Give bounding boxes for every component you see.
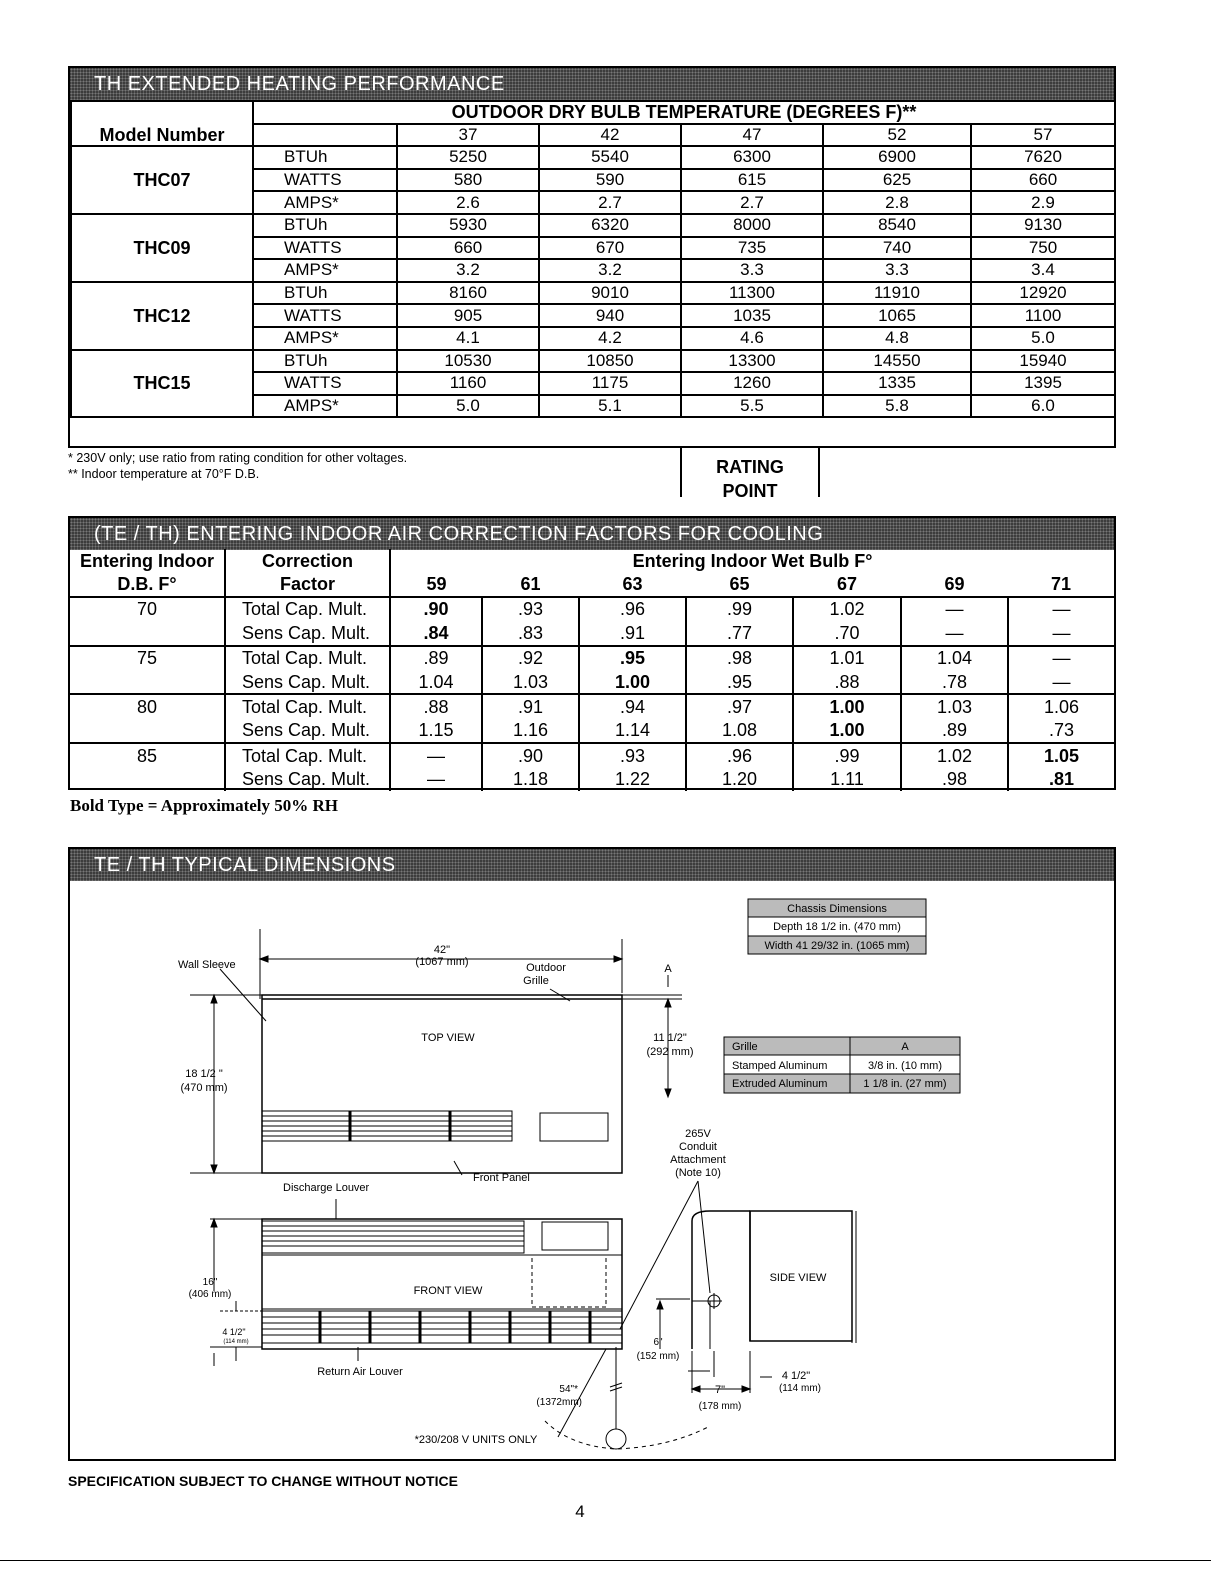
temp-header: 57 (971, 124, 1115, 147)
factor-value: — (901, 621, 1008, 645)
grille-r2c1: Extruded Aluminum (732, 1078, 828, 1090)
value-cell: 5.0 (397, 395, 539, 418)
factor-label: Total Cap. Mult. (225, 694, 390, 718)
cooling-correction-section (68, 516, 1116, 790)
value-cell: 1260 (681, 372, 823, 395)
factor-value: 1.02 (793, 597, 901, 621)
factor-value: .92 (482, 646, 579, 670)
value-cell: 6320 (539, 214, 681, 237)
unit-label: AMPS* (253, 327, 397, 350)
d11-mm: (292 mm) (646, 1046, 694, 1058)
factor-value: .89 (901, 719, 1008, 743)
heating-performance-table (70, 100, 1116, 418)
factor-value: 1.00 (793, 694, 901, 718)
unit-label: BTUh (253, 214, 397, 237)
value-cell: 5.8 (823, 395, 971, 418)
heating-section-title: TH EXTENDED HEATING PERFORMANCE (70, 68, 1114, 100)
wet-bulb-col-header: 71 (1050, 574, 1072, 595)
factor-header-1: Correction (225, 549, 390, 572)
table-row (70, 768, 1114, 791)
wet-bulb-col-header: 69 (944, 574, 965, 595)
h16-in: 16" (202, 1277, 218, 1288)
h4-mm: (114 mm) (223, 1339, 249, 1345)
unit-header-blank (253, 124, 397, 147)
value-cell: 1160 (397, 372, 539, 395)
unit-label: AMPS* (253, 259, 397, 282)
value-cell: 5540 (539, 146, 681, 169)
value-cell: 9010 (539, 282, 681, 305)
value-cell: 1035 (681, 304, 823, 327)
factor-value: 1.18 (482, 768, 579, 791)
db-value: 70 (70, 597, 225, 621)
factor-value: 1.04 (901, 646, 1008, 670)
table-row (70, 621, 1114, 645)
unit-label: BTUh (253, 146, 397, 169)
factor-value: 1.05 (1008, 743, 1114, 767)
chassis-depth: Depth 18 1/2 in. (470 mm) (773, 921, 901, 933)
value-cell: 8000 (681, 214, 823, 237)
factor-value: 1.06 (1008, 694, 1114, 718)
outdoor-grille-2: Grille (523, 975, 549, 987)
value-cell: 5250 (397, 146, 539, 169)
cord-in: 54"* (559, 1384, 578, 1395)
value-cell: 660 (971, 169, 1115, 192)
model-number-header: Model Number (71, 101, 253, 146)
note-indoor-temp: ** Indoor temperature at 70°F D.B. (68, 467, 260, 481)
value-cell: 10850 (539, 350, 681, 373)
factor-label: Sens Cap. Mult. (225, 768, 390, 791)
model-name: THC15 (71, 350, 253, 418)
factor-value: .98 (901, 768, 1008, 791)
db-value (70, 768, 225, 791)
value-cell: 10530 (397, 350, 539, 373)
db-value: 80 (70, 694, 225, 718)
factor-value: .88 (390, 694, 482, 718)
value-cell: 4.1 (397, 327, 539, 350)
factor-value: .98 (686, 646, 793, 670)
factor-value: 1.16 (482, 719, 579, 743)
value-cell: 670 (539, 237, 681, 260)
table-row (70, 597, 1114, 621)
factor-value: .93 (482, 597, 579, 621)
grille-r2c2: 1 1/8 in. (27 mm) (863, 1078, 947, 1090)
conduit-label-2: Conduit (679, 1141, 717, 1153)
value-cell: 905 (397, 304, 539, 327)
d6-mm: (152 mm) (636, 1351, 680, 1362)
unit-label: AMPS* (253, 191, 397, 214)
factor-label: Sens Cap. Mult. (225, 719, 390, 743)
outdoor-grille-1: Outdoor (526, 962, 566, 974)
bold-type-note: Bold Type = Approximately 50% RH (70, 796, 339, 815)
front-panel-label: Front Panel (473, 1172, 530, 1184)
db-value: 75 (70, 646, 225, 670)
d7-mm: (178 mm) (698, 1401, 742, 1412)
factor-value: .91 (482, 694, 579, 718)
unit-label: WATTS (253, 372, 397, 395)
value-cell: 2.6 (397, 191, 539, 214)
width-mm: (1067 mm) (415, 956, 469, 968)
value-cell: 3.3 (681, 259, 823, 282)
value-cell: 7620 (971, 146, 1115, 169)
table-row (70, 719, 1114, 743)
value-cell: 5.0 (971, 327, 1115, 350)
value-cell: 4.2 (539, 327, 681, 350)
value-cell: 6900 (823, 146, 971, 169)
value-cell: 660 (397, 237, 539, 260)
factor-value: .88 (793, 670, 901, 694)
value-cell: 625 (823, 169, 971, 192)
factor-value: — (901, 597, 1008, 621)
chassis-dimensions-table (748, 899, 926, 954)
value-cell: 8540 (823, 214, 971, 237)
table-row (70, 694, 1114, 718)
unit-label: AMPS* (253, 395, 397, 418)
db-header-2: D.B. F° (117, 574, 177, 595)
value-cell: 5930 (397, 214, 539, 237)
value-cell: 11910 (823, 282, 971, 305)
d45-mm: (114 mm) (778, 1383, 822, 1394)
model-name: THC07 (71, 146, 253, 214)
factor-value: .99 (686, 597, 793, 621)
factor-value: .91 (579, 621, 686, 645)
factor-value: .78 (901, 670, 1008, 694)
table-row (71, 146, 1115, 169)
front-view-label: FRONT VIEW (413, 1285, 483, 1297)
factor-value: — (390, 768, 482, 791)
value-cell: 9130 (971, 214, 1115, 237)
value-cell: 14550 (823, 350, 971, 373)
factor-value: .99 (793, 743, 901, 767)
d45-in: 4 1/2" (781, 1370, 811, 1382)
heating-performance-section (68, 66, 1116, 448)
value-cell: 735 (681, 237, 823, 260)
factor-value: .95 (686, 670, 793, 694)
factor-value: .90 (390, 597, 482, 621)
value-cell: 3.4 (971, 259, 1115, 282)
unit-label: BTUh (253, 282, 397, 305)
factor-header-2: Factor (225, 572, 390, 596)
value-cell: 2.7 (539, 191, 681, 214)
d11-in: 11 1/2" (653, 1032, 687, 1044)
heating-notes (68, 450, 407, 482)
factor-value: 1.00 (579, 670, 686, 694)
grille-col1: Grille (732, 1041, 758, 1053)
value-cell: 1065 (823, 304, 971, 327)
factor-value: 1.15 (390, 719, 482, 743)
value-cell: 4.8 (823, 327, 971, 350)
value-cell: 5.1 (539, 395, 681, 418)
d6-in: 6" (653, 1337, 663, 1348)
value-cell: 2.7 (681, 191, 823, 214)
value-cell: 3.2 (539, 259, 681, 282)
factor-value: .70 (793, 621, 901, 645)
value-cell: 2.9 (971, 191, 1115, 214)
table-row (71, 350, 1115, 373)
factor-label: Total Cap. Mult. (225, 597, 390, 621)
factor-value: — (1008, 670, 1114, 694)
unit-label: WATTS (253, 237, 397, 260)
factor-value: .97 (686, 694, 793, 718)
factor-value: 1.03 (901, 694, 1008, 718)
factor-value: 1.01 (793, 646, 901, 670)
value-cell: 15940 (971, 350, 1115, 373)
factor-value: .81 (1008, 768, 1114, 791)
grille-r1c1: Stamped Aluminum (732, 1060, 828, 1072)
table-row (70, 670, 1114, 694)
outdoor-temp-header: OUTDOOR DRY BULB TEMPERATURE (DEGREES F)** (253, 101, 1115, 124)
page-bottom-rule (0, 1560, 1211, 1561)
db-value (70, 621, 225, 645)
factor-label: Sens Cap. Mult. (225, 670, 390, 694)
factor-label: Total Cap. Mult. (225, 743, 390, 767)
factor-value: .89 (390, 646, 482, 670)
model-name: THC12 (71, 282, 253, 350)
factor-value: 1.11 (793, 768, 901, 791)
factor-value: 1.14 (579, 719, 686, 743)
units-only-note: *230/208 V UNITS ONLY (414, 1434, 538, 1446)
spec-notice: SPECIFICATION SUBJECT TO CHANGE WITHOUT NOTICE (68, 1473, 458, 1489)
value-cell: 6.0 (971, 395, 1115, 418)
db-header-1: Entering Indoor (80, 550, 214, 571)
factor-value: 1.20 (686, 768, 793, 791)
depth-in: 18 1/2 " (185, 1068, 223, 1080)
rating-point-label: RATING POINT (680, 447, 820, 497)
wet-bulb-col-header: 67 (836, 574, 858, 595)
cooling-section-title: (TE / TH) ENTERING INDOOR AIR CORRECTION FACTORS FOR COOLING (70, 518, 1114, 550)
factor-value: .77 (686, 621, 793, 645)
note-voltage: * 230V only; use ratio from rating condition for other voltages. (68, 451, 408, 465)
unit-label: WATTS (253, 169, 397, 192)
conduit-label-4: (Note 10) (675, 1167, 721, 1179)
table-row (71, 282, 1115, 305)
factor-value: .96 (579, 597, 686, 621)
factor-value: 1.08 (686, 719, 793, 743)
top-view-label: TOP VIEW (421, 1032, 475, 1044)
chassis-width: Width 41 29/32 in. (1065 mm) (764, 940, 910, 952)
dimensions-drawing (70, 881, 1114, 1459)
grille-table (724, 1037, 960, 1093)
unit-label: BTUh (253, 350, 397, 373)
value-cell: 6300 (681, 146, 823, 169)
return-air-label: Return Air Louver (317, 1366, 403, 1378)
temp-header: 37 (397, 124, 539, 147)
wet-bulb-col-header: 65 (729, 574, 750, 595)
unit-label: WATTS (253, 304, 397, 327)
value-cell: 1175 (539, 372, 681, 395)
value-cell: 590 (539, 169, 681, 192)
value-cell: 11300 (681, 282, 823, 305)
factor-value: .95 (579, 646, 686, 670)
factor-value: — (1008, 646, 1114, 670)
d7-in: 7" (714, 1384, 726, 1396)
value-cell: 12920 (971, 282, 1115, 305)
width-in: 42" (433, 944, 451, 956)
value-cell: 4.6 (681, 327, 823, 350)
a-dimension-label: A (664, 963, 672, 975)
grille-r1c2: 3/8 in. (10 mm) (868, 1060, 942, 1072)
wet-bulb-header: Entering Indoor Wet Bulb F° (390, 549, 1114, 572)
cord-mm: (1372mm) (536, 1397, 582, 1408)
conduit-label-1: 265V (685, 1128, 711, 1140)
front-view (210, 1199, 710, 1449)
factor-value: — (1008, 597, 1114, 621)
factor-value: .90 (482, 743, 579, 767)
dimensions-section-title: TE / TH TYPICAL DIMENSIONS (70, 849, 1114, 881)
factor-value: .94 (579, 694, 686, 718)
table-row (70, 646, 1114, 670)
value-cell: 13300 (681, 350, 823, 373)
wall-sleeve-label: Wall Sleeve (178, 959, 236, 971)
conduit-label-3: Attachment (670, 1154, 726, 1166)
model-name: THC09 (71, 214, 253, 282)
dimensions-section (68, 847, 1116, 1461)
table-row (70, 743, 1114, 767)
temp-header: 42 (539, 124, 681, 147)
value-cell: 580 (397, 169, 539, 192)
discharge-louver-label: Discharge Louver (283, 1182, 370, 1194)
factor-value: — (390, 743, 482, 767)
value-cell: 3.2 (397, 259, 539, 282)
factor-value: .83 (482, 621, 579, 645)
depth-mm: (470 mm) (180, 1082, 228, 1094)
value-cell: 8160 (397, 282, 539, 305)
factor-value: .96 (686, 743, 793, 767)
factor-label: Total Cap. Mult. (225, 646, 390, 670)
db-value (70, 719, 225, 743)
h16-mm: (406 mm) (188, 1289, 232, 1300)
factor-value: 1.22 (579, 768, 686, 791)
temp-header: 47 (681, 124, 823, 147)
temp-header: 52 (823, 124, 971, 147)
wet-bulb-col-header: 59 (390, 572, 482, 596)
factor-value: 1.00 (793, 719, 901, 743)
factor-value: 1.04 (390, 670, 482, 694)
value-cell: 1100 (971, 304, 1115, 327)
factor-value: 1.02 (901, 743, 1008, 767)
value-cell: 940 (539, 304, 681, 327)
table-row (71, 214, 1115, 237)
factor-value: — (1008, 621, 1114, 645)
page-number: 4 (575, 1502, 585, 1521)
factor-label: Sens Cap. Mult. (225, 621, 390, 645)
value-cell: 740 (823, 237, 971, 260)
factor-value: .93 (579, 743, 686, 767)
factor-value: .73 (1008, 719, 1114, 743)
value-cell: 615 (681, 169, 823, 192)
wet-bulb-col-header: 63 (622, 574, 643, 595)
value-cell: 1335 (823, 372, 971, 395)
cooling-correction-table (70, 549, 1114, 791)
chassis-header: Chassis Dimensions (787, 903, 887, 915)
value-cell: 3.3 (823, 259, 971, 282)
wet-bulb-col-header: 61 (520, 574, 541, 595)
value-cell: 2.8 (823, 191, 971, 214)
factor-value: 1.03 (482, 670, 579, 694)
grille-col2: A (901, 1041, 909, 1053)
value-cell: 1395 (971, 372, 1115, 395)
value-cell: 5.5 (681, 395, 823, 418)
db-value: 85 (70, 743, 225, 767)
value-cell: 750 (971, 237, 1115, 260)
db-value (70, 670, 225, 694)
side-view-label: SIDE VIEW (769, 1272, 827, 1284)
h4-in: 4 1/2" (222, 1327, 246, 1337)
factor-value: .84 (390, 621, 482, 645)
